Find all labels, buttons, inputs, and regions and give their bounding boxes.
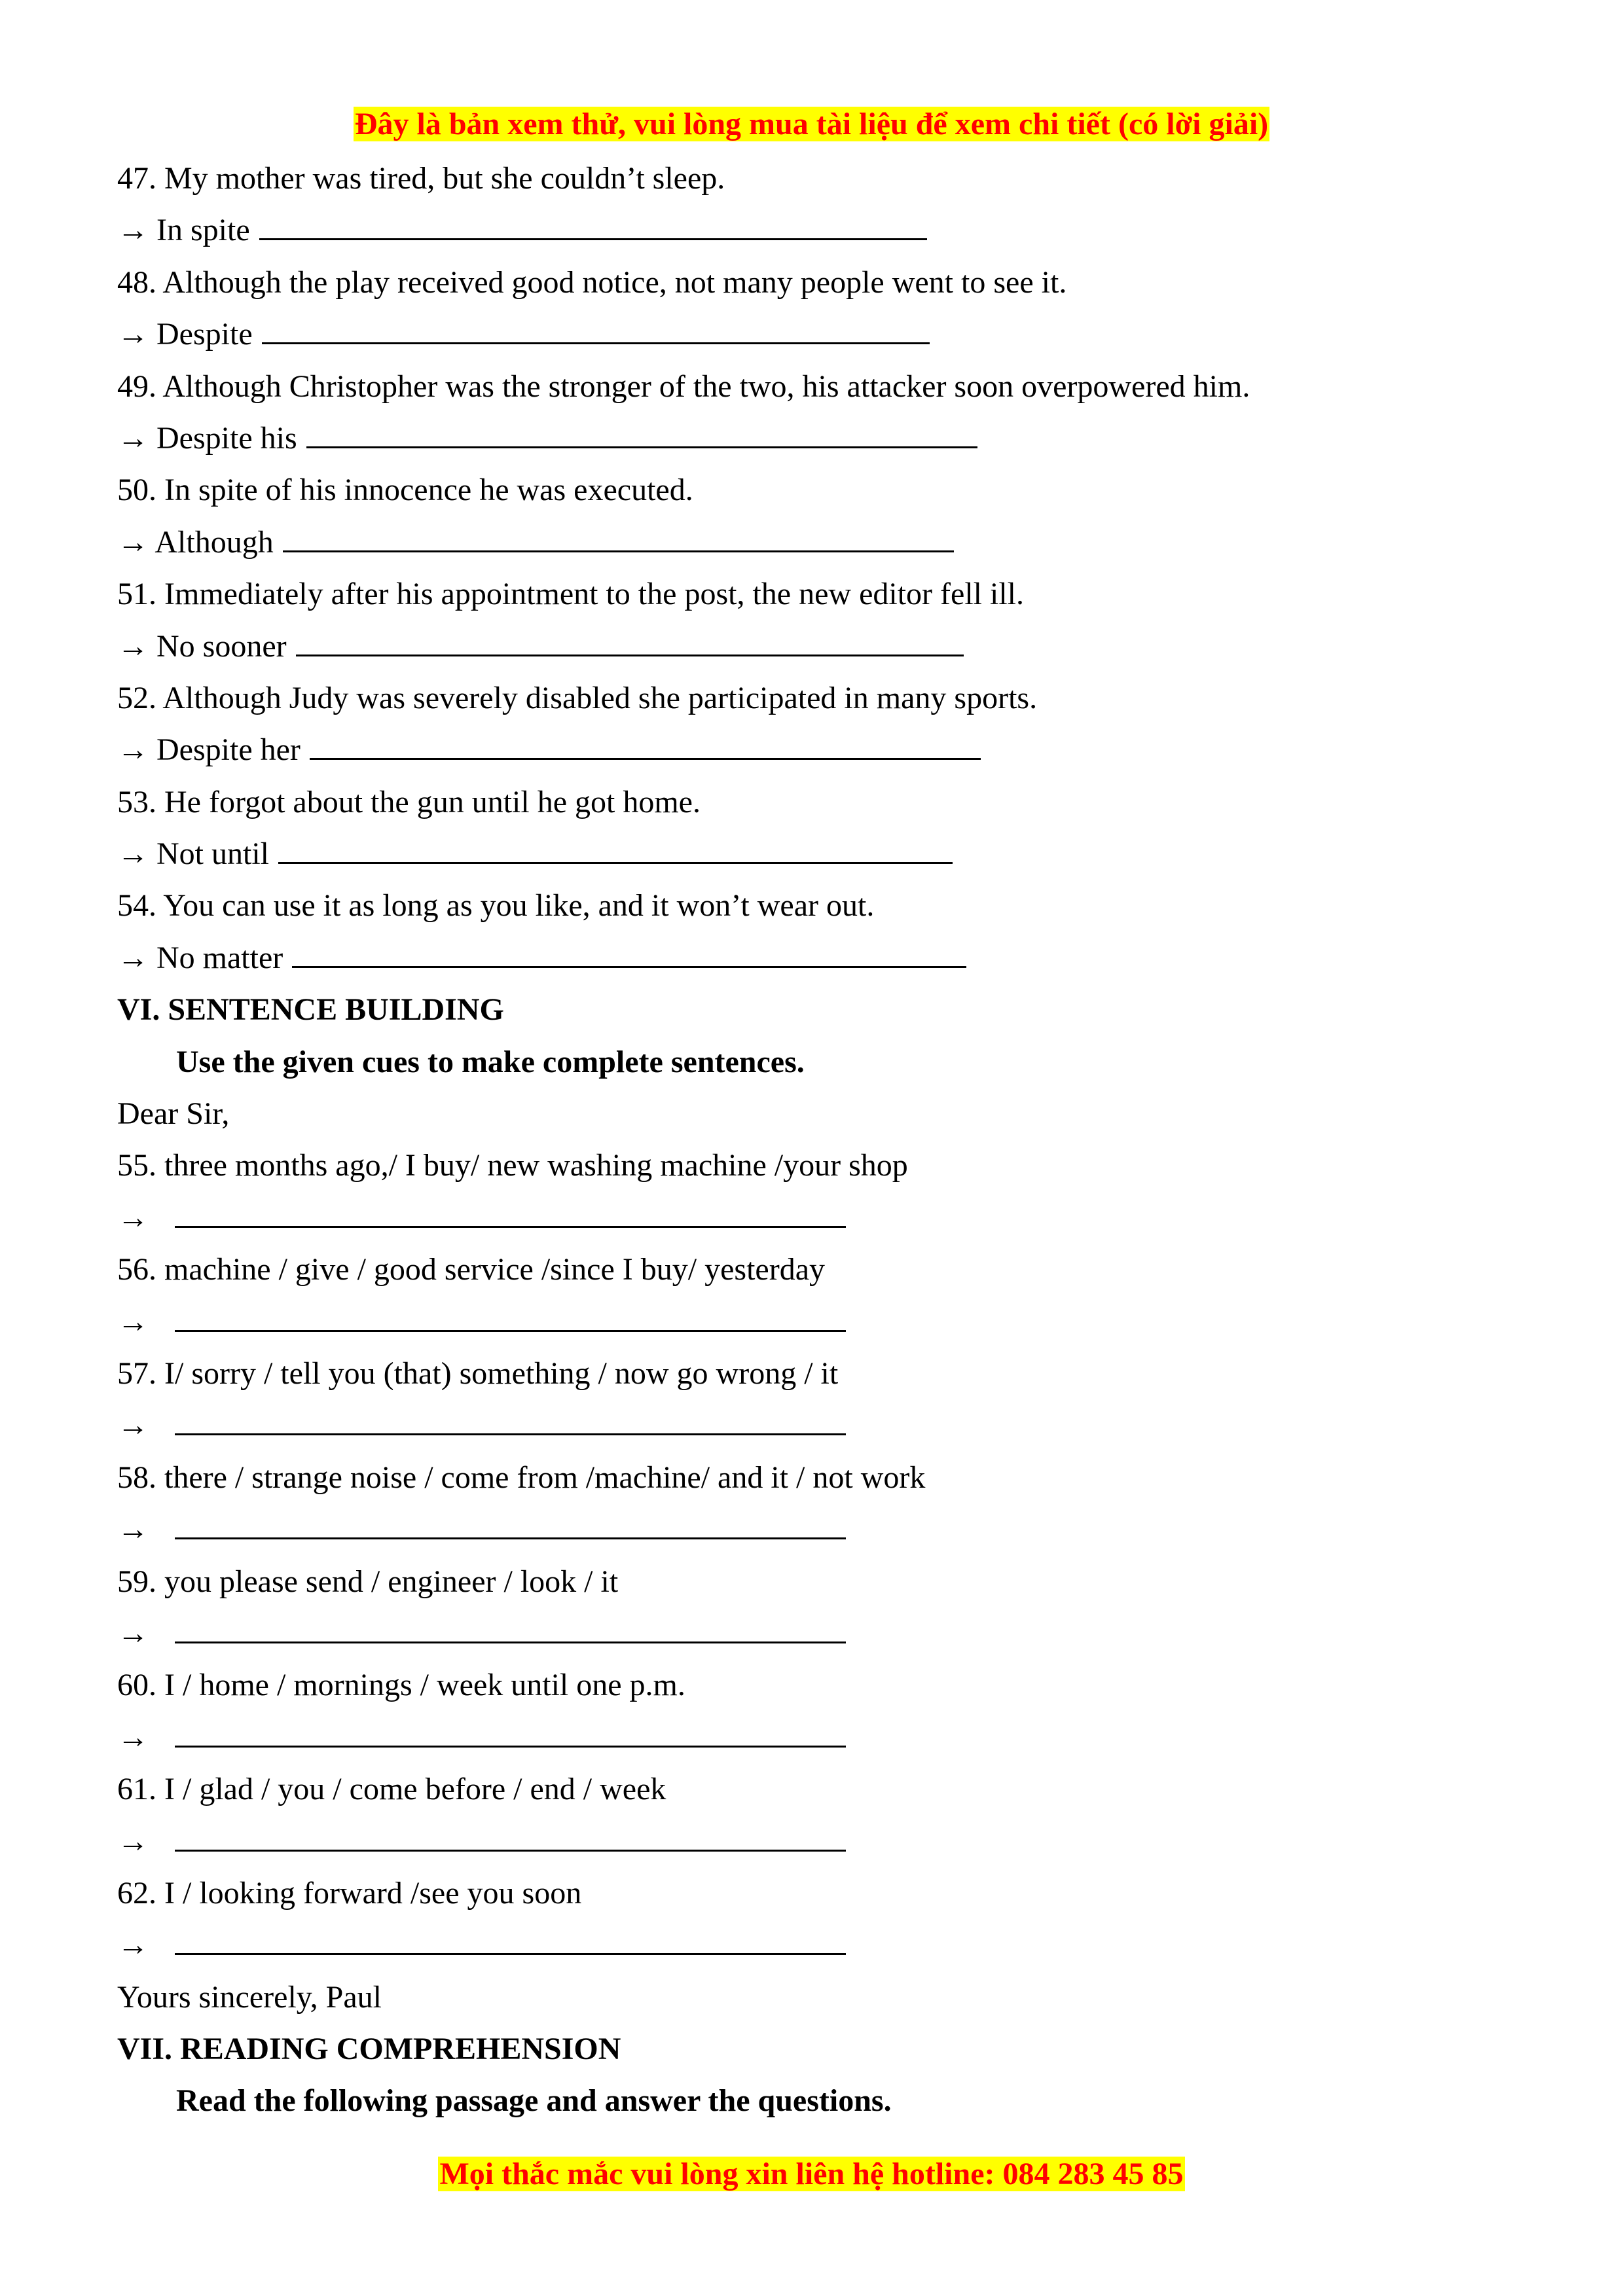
worksheet-content (117, 152, 1512, 2127)
answer-arrow: → (117, 1719, 149, 1755)
answer-blank (306, 412, 977, 448)
answer-blank (175, 1919, 846, 1955)
cue-sentence: 60. I / home / mornings / week until one p.m. (117, 1668, 685, 1703)
answer-blank (175, 1503, 846, 1539)
answer-prompt: → Despite (117, 317, 253, 352)
exercise-sentence: 52. Although Judy was severely disabled she participated in many sports. (117, 680, 1038, 715)
answer-line (117, 1296, 1512, 1348)
answer-line (117, 932, 1512, 984)
exercise-sentence: 48. Although the play received good notice, not many people went to see it. (117, 264, 1067, 300)
exercise-sentence: 50. In spite of his innocence he was executed. (117, 473, 693, 508)
answer-arrow: → (117, 1615, 149, 1651)
answer-blank (292, 932, 966, 968)
answer-blank (175, 1192, 846, 1228)
section-instruction: Read the following passage and answer the questions. (176, 2083, 892, 2119)
exercise-sentence: 54. You can use it as long as you like, and it won’t wear out. (117, 888, 875, 924)
answer-arrow: → (117, 1928, 149, 1963)
answer-arrow: → (117, 1512, 149, 1547)
answer-blank (175, 1399, 846, 1435)
answer-line (117, 1399, 1512, 1451)
answer-line (117, 724, 1512, 776)
exercise-sentence: 53. He forgot about the gun until he got home. (117, 784, 701, 819)
header-notice (0, 103, 1623, 145)
answer-blank (283, 516, 954, 552)
answer-prompt: → Not until (117, 836, 270, 872)
answer-line (117, 1192, 1512, 1244)
answer-line (117, 1503, 1512, 1555)
answer-blank (262, 308, 930, 344)
answer-line (117, 412, 1512, 464)
answer-prompt: → In spite (117, 213, 250, 248)
answer-line (117, 1919, 1512, 1971)
answer-prompt: → Despite her (117, 732, 301, 768)
answer-blank (296, 620, 964, 656)
footer-notice-text: Mọi thắc mắc vui lòng xin liên hệ hotline: 084 283 45 85 (439, 2157, 1184, 2191)
answer-prompt: → Although (117, 524, 274, 560)
answer-arrow: → (117, 1408, 149, 1443)
exercise-sentence: 51. Immediately after his appointment to the post, the new editor fell ill. (117, 577, 1024, 612)
answer-blank (175, 1712, 846, 1748)
answer-line (117, 828, 1512, 880)
answer-blank (259, 204, 927, 240)
answer-prompt: → No matter (117, 940, 283, 975)
cue-sentence: 59. you please send / engineer / look / it (117, 1564, 619, 1599)
exercise-sentence: 47. My mother was tired, but she couldn’t sleep. (117, 161, 725, 196)
section-title: VI. SENTENCE BUILDING (117, 992, 504, 1028)
answer-blank (175, 1296, 846, 1332)
answer-prompt: → Despite his (117, 420, 297, 456)
answer-blank (310, 724, 981, 760)
cue-sentence: 55. three months ago,/ I buy/ new washing machine /your shop (117, 1148, 908, 1183)
answer-arrow: → (117, 1200, 149, 1235)
cue-sentence: 56. machine / give / good service /since I buy/ yesterday (117, 1252, 826, 1287)
letter-closing: Yours sincerely, Paul (117, 1979, 382, 2015)
answer-blank (175, 1816, 846, 1852)
answer-blank (175, 1607, 846, 1643)
answer-line (117, 1607, 1512, 1659)
letter-greeting: Dear Sir, (117, 1096, 230, 1132)
answer-line (117, 308, 1512, 360)
answer-arrow: → (117, 1304, 149, 1339)
answer-line (117, 1816, 1512, 1867)
answer-line (117, 204, 1512, 256)
exercise-sentence: 49. Although Christopher was the stronger of the two, his attacker soon overpowered him. (117, 368, 1250, 404)
cue-sentence: 62. I / looking forward /see you soon (117, 1875, 582, 1910)
footer-notice (0, 2153, 1623, 2195)
section-instruction: Use the given cues to make complete sentences. (176, 1044, 805, 1079)
cue-sentence: 58. there / strange noise / come from /machine/ and it / not work (117, 1460, 926, 1495)
answer-blank (278, 828, 953, 864)
cue-sentence: 61. I / glad / you / come before / end / week (117, 1772, 666, 1807)
answer-line (117, 1712, 1512, 1763)
section-title: VII. READING COMPREHENSION (117, 2032, 621, 2067)
answer-prompt: → No sooner (117, 628, 287, 664)
answer-arrow: → (117, 1823, 149, 1859)
header-notice-text: Đây là bản xem thử, vui lòng mua tài liệu để xem chi tiết (có lời giải) (354, 107, 1269, 141)
answer-line (117, 516, 1512, 568)
cue-sentence: 57. I/ sorry / tell you (that) something / now go wrong / it (117, 1355, 839, 1391)
answer-line (117, 620, 1512, 672)
